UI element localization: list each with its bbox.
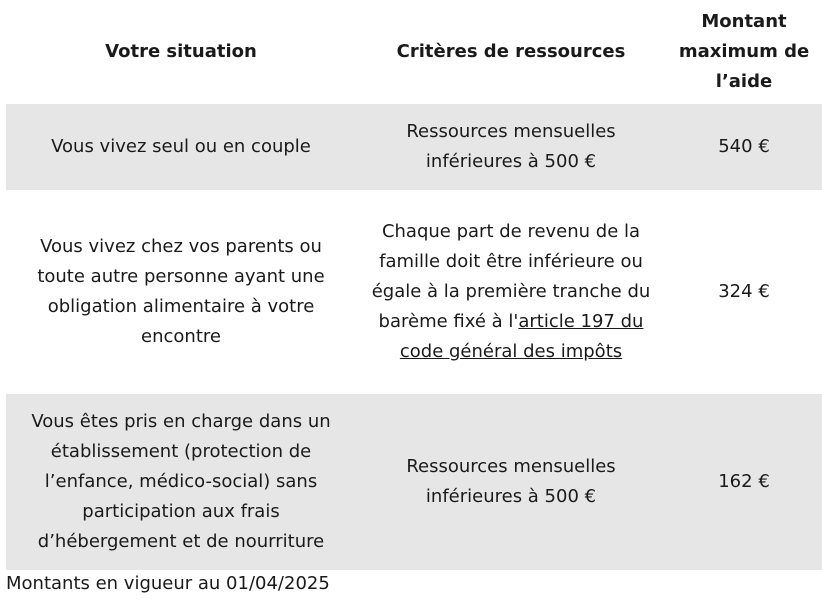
amounts-effective-date-note: Montants en vigueur au 01/04/2025: [6, 573, 330, 594]
amount-cell: 162 €: [666, 394, 822, 570]
header-amount: Montant maximum de l’aide: [678, 11, 810, 92]
tax-code-article-link[interactable]: article 197 du code général des impôts: [399, 311, 644, 362]
amount-cell: 540 €: [666, 104, 822, 190]
criteria-text: Chaque part de revenu de la famille doit être inférieure ou égale à la première tranche du barème fixé à l': [371, 221, 651, 332]
header-criteria: Critères de ressources: [396, 41, 626, 62]
table-row: [6, 190, 822, 394]
header-situation: Votre situation: [105, 41, 257, 62]
situation-cell: Vous vivez seul ou en couple: [6, 104, 356, 190]
amount-cell: 324 €: [718, 281, 770, 302]
situation-cell: Vous vivez chez vos parents ou toute autre personne ayant une obligation alimentaire à votre encontre: [37, 236, 325, 347]
criteria-cell: Ressources mensuelles inférieures à 500 €: [356, 104, 666, 190]
table-row: [6, 394, 822, 570]
table-row: [6, 104, 822, 190]
criteria-cell: Ressources mensuelles inférieures à 500 €: [356, 394, 666, 570]
criteria-cell: [356, 190, 666, 394]
situation-cell: Vous êtes pris en charge dans un établissement (protection de l’enfance, médico-social) sans participation aux frais d’hébergement et de nourriture: [6, 394, 356, 570]
aid-amounts-table: [6, 0, 822, 570]
table-header-row: [6, 0, 822, 104]
